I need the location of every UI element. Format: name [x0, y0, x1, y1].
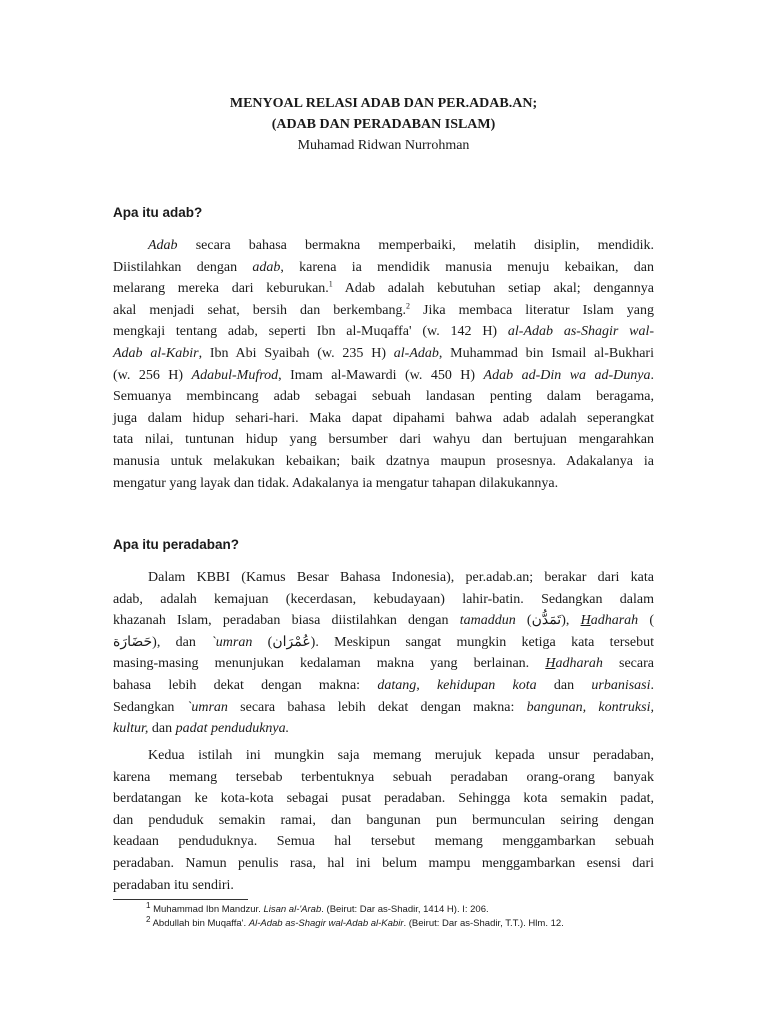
footnote-ref-1: 1 — [328, 279, 333, 289]
text-line: bahasa lebih dekat dengan makna: datang, kehidupan kota dan urbanisasi. — [113, 677, 654, 693]
text-line: (w. 256 H) Adabul-Mufrod, Imam al-Mawardi (w. 450 H) Adab ad-Din wa ad-Dunya. — [113, 367, 654, 383]
text-line: khazanah Islam, peradaban biasa diistilahkan dengan tamaddun (تَمَدُّن), Hadharah ( — [113, 613, 655, 629]
footnote-ref-2: 2 — [405, 301, 410, 311]
text-line: peradaban. Namun penulis rasa, hal ini belum mampu menggambarkan esensi dari — [113, 855, 654, 871]
text-line: Diistilahkan dengan adab, karena ia mendidik manusia menuju kebaikan, dan — [113, 259, 654, 275]
text-line: Semuanya membincang adab sebagai sebuah landasan penting dalam beragama, — [113, 389, 654, 405]
author-name: Muhamad Ridwan Nurrohman — [297, 138, 470, 153]
section-heading-peradaban: Apa itu peradaban? — [113, 537, 240, 552]
paragraph-peradaban-1 — [113, 567, 654, 740]
text-line: akal menjadi sehat, bersih dan berkembang.$^2$ Jika membaca literatur Islam yang — [113, 301, 654, 318]
text-line: حَضَارَة), dan `umran (عُمْرَان). Meskipun sangat mungkin ketiga kata tersebut — [113, 634, 654, 650]
document-subtitle: (ADAB DAN PERADABAN ISLAM) — [271, 117, 496, 132]
footnote-divider — [113, 899, 248, 900]
text-line: melarang mereka dari keburukan.$^1$ Adab adalah kebutuhan setiap akal; dengannya — [113, 279, 655, 297]
text-line: manusia untuk melakukan kebaikan; baik dzatnya maupun prosesnya. Adakalanya ia — [113, 453, 654, 469]
text-line: Adab al-Kabir, Ibn Abi Syaibah (w. 235 H) al-Adab, Muhammad bin Ismail al-Bukhari — [113, 345, 654, 361]
text-line: Kedua istilah ini mungkin saja memang merujuk kepada unsur peradaban, — [148, 748, 654, 763]
text-line: Adab secara bahasa bermakna memperbaiki, melatih disiplin, mendidik. — [148, 238, 654, 253]
text-line: karena memang tersebab terbentuknya sebuah peradaban orang-orang banyak — [113, 769, 654, 785]
text-line: dan penduduk semakin ramai, dan bangunan pun bermunculan seiring dengan — [113, 812, 654, 828]
text-line: mengkaji tentang adab, seperti Ibn al-Muqaffa' (w. 142 H) al-Adab as-Shagir wal- — [113, 324, 654, 340]
text-line: masing-masing menunjukan kedalaman makna yang berlainan. Hadharah secara — [113, 656, 654, 672]
text-line: mengatur yang layak dan tidak. Adakalanya ia mengatur tahapan dilakukannya. — [113, 475, 559, 491]
paragraph-peradaban-2 — [113, 745, 654, 896]
text-line: Dalam KBBI (Kamus Besar Bahasa Indonesia), per.adab.an; berakar dari kata — [148, 570, 654, 585]
text-line: Sedangkan `umran secara bahasa lebih dekat dengan makna: bangunan, kontruksi, — [113, 699, 654, 715]
document-title: MENYOAL RELASI ADAB DAN PER.ADAB.AN; — [229, 96, 538, 111]
section-heading-adab: Apa itu adab? — [113, 205, 203, 220]
footnote-2: $^2$ Abdullah bin Muqaffa'. Al-Adab as-Shagir wal-Adab al-Kabir. (Beirut: Dar as-Shadir, T.T.). Hlm. 12. — [146, 914, 564, 929]
footnote-1: $^1$ Muhammad Ibn Mandzur. Lisan al-'Arab. (Beirut: Dar as-Shadir, 1414 H). I: 206. — [146, 900, 489, 915]
text-line: kultur, dan padat penduduknya. — [113, 721, 290, 737]
text-line: peradaban itu sendiri. — [113, 877, 234, 893]
text-line: keadaan penduduknya. Semua hal tersebut memang menggambarkan sebuah — [113, 834, 654, 850]
text-line: juga dalam hidup sehari-hari. Maka dapat dipahami bahwa adab adalah seperangkat — [113, 410, 654, 426]
paragraph-adab — [113, 235, 654, 494]
text-line: tata nilai, tuntunan hidup yang bersumber dari wahyu dan bertujuan mengarahkan — [113, 432, 654, 448]
text-line: adab, adalah kemajuan (kecerdasan, kebudayaan) lahir-batin. Sedangkan dalam — [113, 591, 654, 607]
text-line: berdatangan ke kota-kota sebagai pusat peradaban. Sehingga kota semakin padat, — [113, 791, 654, 807]
footnotes — [146, 900, 656, 931]
